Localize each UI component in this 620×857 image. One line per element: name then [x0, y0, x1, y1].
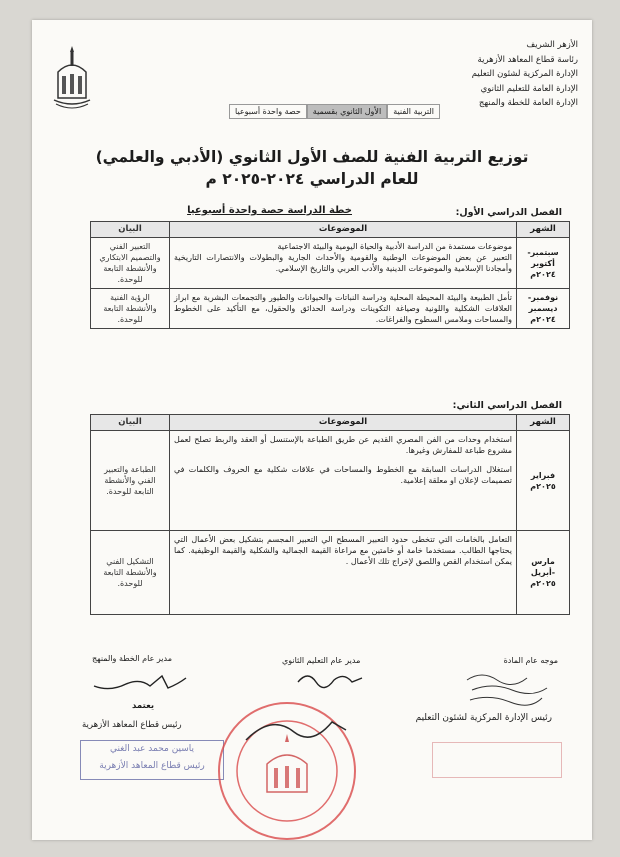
subject-tags — [229, 104, 440, 119]
name-stamp — [80, 740, 224, 780]
topic-item: التعبير عن بعض الموضوعات الوطنية والقومية والأحداث الجارية والبطولات والانتصارات التاريخية وأمجادنا الإسلامية والموضوعات الدينية والأدب العربي والتاريخ الإسلامي. — [174, 253, 512, 273]
explanation-cell: التشكيل الفني والأنشطة التابعة للوحدة. — [91, 531, 170, 615]
topics-cell — [170, 431, 517, 531]
table-row — [91, 531, 570, 615]
month-cell: مارس -أبريل ٢٠٢٥م — [517, 531, 570, 615]
term1-table — [90, 221, 570, 329]
faded-stamp — [432, 742, 562, 778]
letterhead-line: الأزهر الشريف — [526, 40, 578, 50]
plan-label: خطة الدراسة حصة واحدة أسبوعيا — [187, 205, 352, 216]
supervisor-signature-icon — [462, 668, 552, 710]
plan-director-signature-icon — [90, 670, 190, 696]
grade-tag: الأول الثانوي بقسمية — [307, 104, 387, 119]
term1-label: الفصل الدراسي الأول: — [455, 207, 562, 218]
supervisor-title: موجه عام المادة — [503, 656, 558, 665]
table-row — [91, 238, 570, 289]
stamp-role: رئيس قطاع المعاهد الأزهرية — [99, 761, 205, 771]
letterhead-line: رئاسة قطاع المعاهد الأزهرية — [477, 54, 578, 65]
term2-label: الفصل الدراسي الثاني: — [452, 400, 562, 411]
topics-cell — [170, 238, 517, 289]
topic-item: استغلال الدراسات السابقة مع الخطوط والمساحات في علاقات شكلية مع الحروف والكلمات في تصميمات لإعلان او معلقة إعلامية. — [174, 465, 512, 485]
topic-item: استخدام وحدات من الفن المصري القديم عن طريق الطباعة بالإستنسل أو العقد والربط تصلح لعمل مشروع طباعة للمفارش وغيرها. — [174, 435, 512, 455]
month-cell: نوفمبر- ديسمبر ٢٠٢٤م — [517, 289, 570, 329]
letterhead-line: الإدارة العامة للتعليم الثانوي — [480, 83, 578, 94]
explanation-cell: التعبير الفني والتصميم الابتكاري والأنشطة التابعة للوحدة. — [91, 238, 170, 289]
document-title — [32, 146, 592, 190]
central-admin-title: رئيس الإدارة المركزية لشئون التعليم — [415, 713, 552, 723]
column-header-month: الشهر — [517, 222, 570, 238]
topics-cell — [170, 531, 517, 615]
document-page — [32, 20, 592, 840]
plan-director-title: مدير عام الخطة والمنهج — [92, 654, 173, 663]
topics-cell — [170, 289, 517, 329]
column-header-topics: الموضوعات — [170, 222, 517, 238]
topic-item: التعامل بالخامات التي تتخطى حدود التعبير المسطح الي التعبير المجسم بتشكيل بعض الأعمال التي يحتاجها الطالب. مستخدما خامة أو خامتين مع مراعاة القيمة الجمالية والشكلية والقيمة الوظيفية. كما يمكن استخدام القص واللصق لإخراج تلك الأعمال . — [174, 535, 512, 566]
secondary-director-signature-icon — [294, 668, 366, 690]
column-header-explanation: البيان — [91, 415, 170, 431]
sector-head-title: رئيس قطاع المعاهد الأزهرية — [82, 720, 182, 730]
azhar-logo-icon — [50, 42, 94, 112]
stamp-name: ياسين محمد عبد الغني — [109, 744, 195, 754]
approve-label: يعتمد — [132, 701, 155, 711]
subject-tag: التربية الفنية — [387, 104, 440, 119]
topic-item: تأمل الطبيعة والبيئة المحيطة المحلية ودراسة النباتات والحيوانات والطيور والتجمعات البشرية مع ابراز العلاقات الشكلية واللونية وصياغة التكوينات ودراسة الحدائق والحقول، مع التأكيد على الخطوط والمساحات وملامس السطوح والفراغات. — [174, 293, 512, 324]
term2-table — [90, 414, 570, 615]
periods-tag: حصة واحدة أسبوعيا — [229, 104, 307, 119]
topic-item: موضوعات مستمدة من الدراسة الأدبية والحياة اليومية والبيئة الاجتماعية — [277, 242, 512, 251]
month-cell: فبراير ٢٠٢٥م — [517, 431, 570, 531]
title-line: للعام الدراسي ٢٠٢٤-٢٠٢٥ م — [205, 170, 419, 188]
column-header-explanation: البيان — [91, 222, 170, 238]
explanation-cell: الطباعة والتعبير الفني والأنشطة التابعة للوحدة. — [91, 431, 170, 531]
letterhead — [472, 38, 578, 111]
letterhead-line: الإدارة المركزية لشئون التعليم — [471, 69, 578, 79]
explanation-cell: الرؤية الفنية والأنشطة التابعة للوحدة. — [91, 289, 170, 329]
column-header-topics: الموضوعات — [170, 415, 517, 431]
secondary-director-title: مدير عام التعليم الثانوي — [282, 656, 361, 665]
letterhead-line: الإدارة العامة للخطة والمنهج — [478, 98, 578, 108]
table-row — [91, 431, 570, 531]
title-line: توزيع التربية الفنية للصف الأول الثانوي (الأدبي والعلمي) — [95, 148, 529, 166]
table-row — [91, 289, 570, 329]
month-cell: سبتمبر- أكتوبر ٢٠٢٤م — [517, 238, 570, 289]
head-signature-icon — [242, 710, 352, 750]
column-header-month: الشهر — [517, 415, 570, 431]
